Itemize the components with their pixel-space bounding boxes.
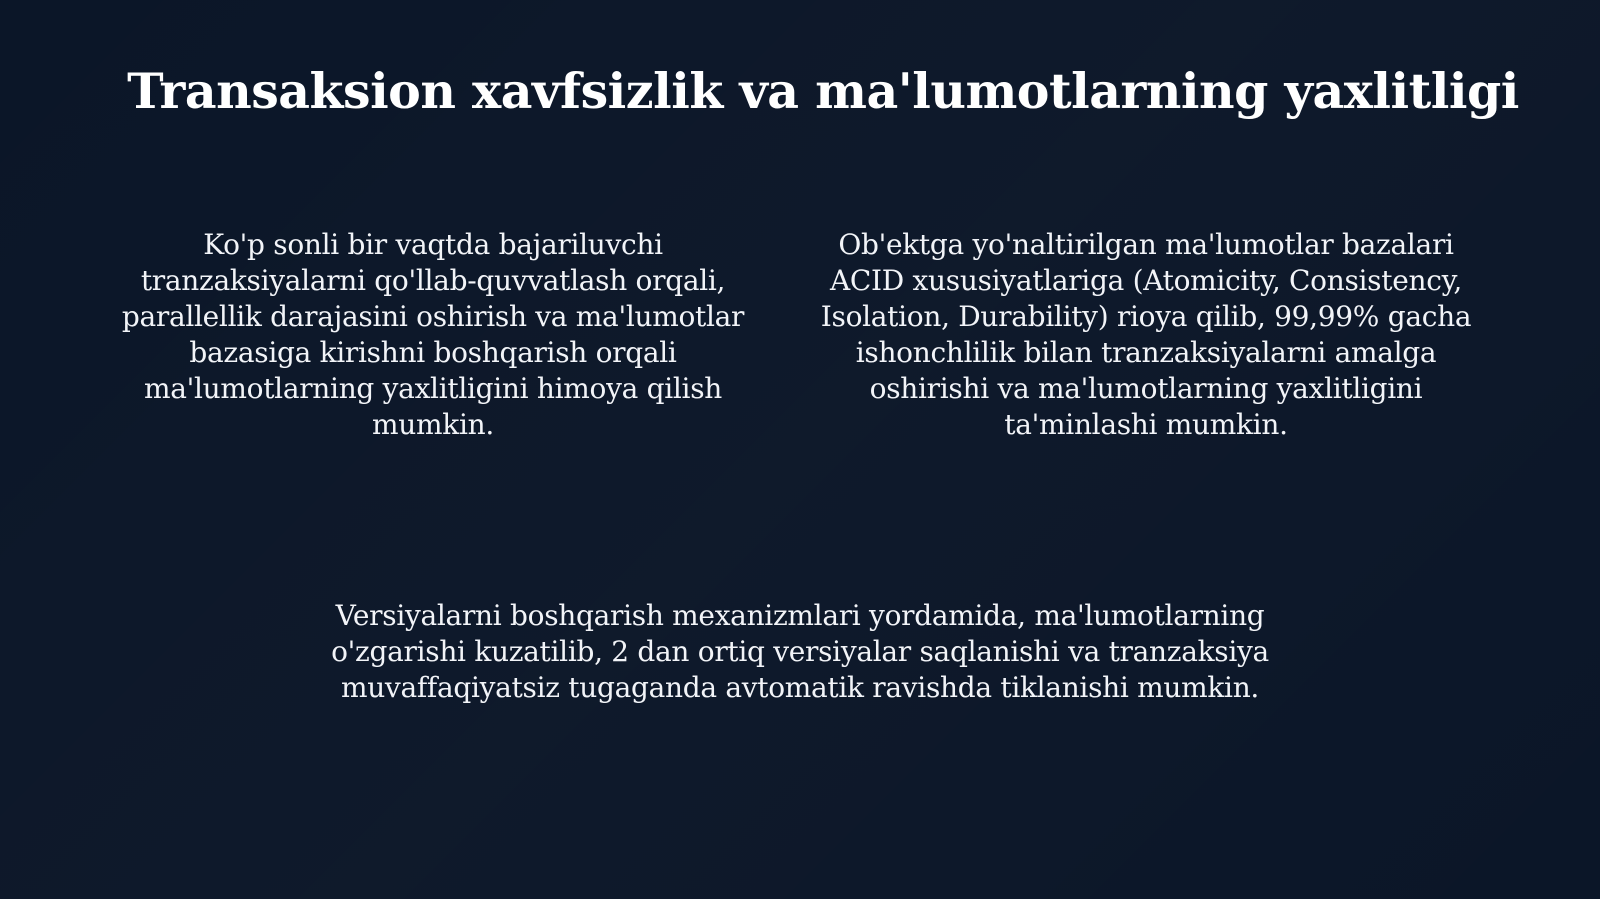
paragraph-acid: Ob'ektga yo'naltirilgan ma'lumotlar bazalari ACID xususiyatlariga (Atomicity, Consistency, Isolation, Durability) rioya qilib, 99,99% gacha ishonchlilik bilan tranzaksiyalarni amalga oshirishi va ma'lumotlarning yaxlitligini ta'minlashi mumkin. [820, 228, 1472, 441]
slide-title: Transaksion xavfsizlik va ma'lumotlarning yaxlitligi [127, 62, 1519, 120]
paragraph-concurrency: Ko'p sonli bir vaqtda bajariluvchi tranzaksiyalarni qo'llab-quvvatlash orqali, parallellik darajasini oshirish va ma'lumotlar bazasiga kirishni boshqarish orqali ma'lumotlarning yaxlitligini himoya qilish mumkin. [121, 228, 745, 441]
paragraph-versioning: Versiyalarni boshqarish mexanizmlari yordamida, ma'lumotlarning o'zgarishi kuzatilib, 2 dan ortiq versiyalar saqlanishi va tranzaksiya muvaffaqiyatsiz tugaganda avtomatik ravishda tiklanishi mumkin. [331, 599, 1269, 704]
